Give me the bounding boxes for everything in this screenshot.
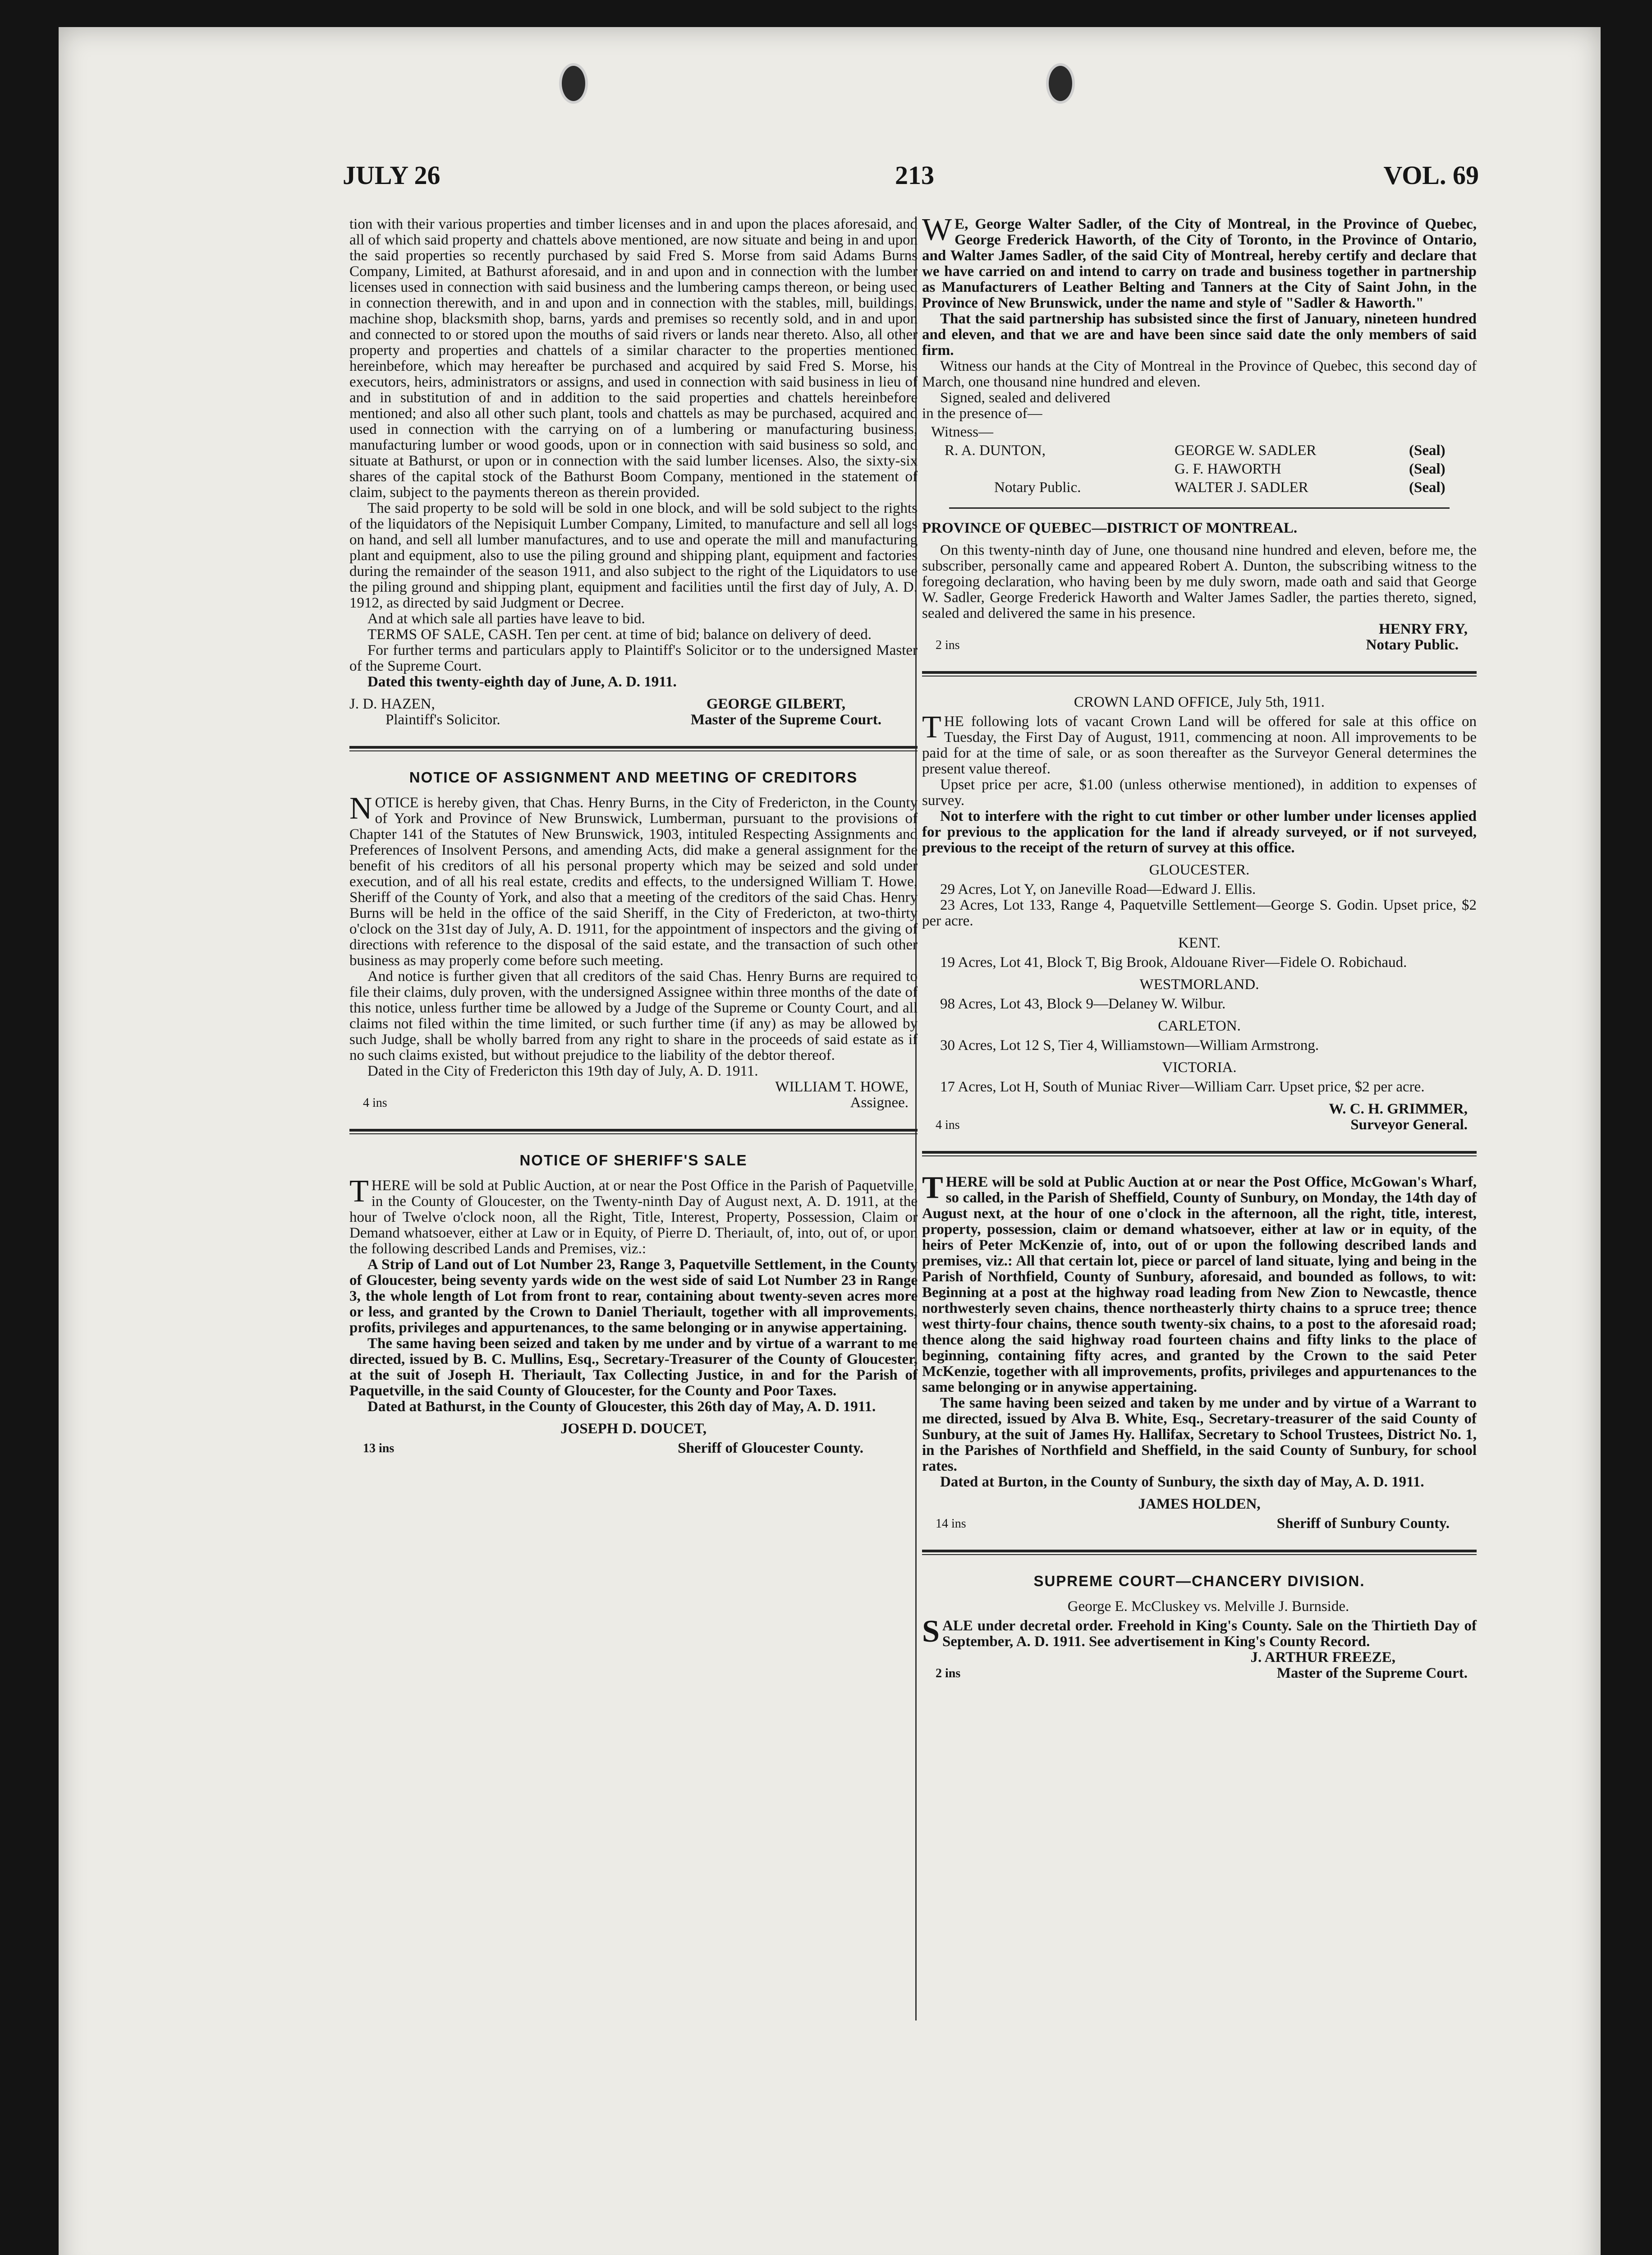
quebec-text: On this twenty-ninth day of June, one thousand nine hundred and eleven, before me, the subscriber, personally came and appeared Robert A. Dunton, the subscribing witness to the foregoing declaration, who having been by me duly sworn, made oath and said that George W. Sadler, George Frederick Haworth and Walter James Sadler, the parties thereto, signed, sealed and delivered the same in his presence. [922,542,1477,621]
county-name: GLOUCESTER. [1149,862,1250,878]
witness-row [922,443,1477,459]
notary-name: HENRY FRY, [1379,621,1468,637]
sale-terms: TERMS OF SALE, CASH. Ten per cent. at time of bid; balance on delivery of deed. [367,626,872,643]
sheriff-name: JOSEPH D. DOUCET, [560,1421,707,1437]
seal-label: (Seal) [1409,461,1446,477]
assignment-para: And notice is further given that all creditors of the said Chas. Henry Burns are required to file their claims, duly proven, with the undersigned Assignee within three months of the date of this notice, unless further time be allowed by a Judge of the Supreme or County Court, and all claims not filed within the time limited, or such further time (if any) as may be allowed by such Judge, shall be wholly barred from any right to share in the proceeds of said estate as if no such claims existed, but without prejudice to the liability of the debtor thereof. [349,968,918,1063]
crown-land-para: Not to interfere with the right to cut timber or other lumber under licenses applied for previous to the application for the land if already surveyed, or if not surveyed, previous to the receipt of the return of survey at this office. [922,808,1477,856]
partnership-text: E, George Walter Sadler, of the City of Montreal, in the Province of Quebec, George Frederick Haworth, of the City of Toronto, in the Province of Ontario, and Walter James Sadler, of the said City of Montreal, hereby certify and declare that we have carried on and intend to carry on trade and business together in partnership as Manufacturers of Leather Belting and Tanners at the City of Saint John, in the Province of New Brunswick, under the name and style of "Sadler & Haworth." [922,216,1477,311]
drop-cap: W [922,212,952,247]
insertions-count: 13 ins [363,1441,395,1455]
signer-name: GEORGE W. SADLER [1175,442,1317,459]
section-rule [949,507,1450,509]
sunbury-para: The same having been seized and taken by me under and by virtue of a Warrant to me directed, issued by Alva B. White, Esq., Secretary-treasurer of the said County of Sunbury, at the suit of James Hy. Hallifax, Secretary to School Trustees, District No. 1, in the Parishes of Northfield and Sheffield, in the said County of Sunbury, for school rates. [922,1395,1477,1474]
left-column [349,216,918,1456]
insertions-count: 14 ins [936,1517,966,1531]
sunbury-sheriff-name: JAMES HOLDEN, [1138,1496,1261,1512]
drop-cap: S [922,1614,940,1649]
assignment-text: OTICE is hereby given, that Chas. Henry Burns, in the City of Fredericton, in the County of York and Province of New Brunswick, Lumberman, pursuant to the provisions of Chapter 141 of the Statutes of New Brunswick, 1903, intituled Respecting Assignments and Preferences of Insolvent Persons, and amending Acts, did make a general assignment for the benefit of his creditors of all his personal property which may be seized and sold under execution, and of all his real estate, credits and effects, to the undersigned William T. Howe, Sheriff of the County of York, and also that a meeting of the creditors of the said Chas. Henry Burns will be held in the office of the said Sheriff, in the City of Fredericton, at two-thirty o'clock on the 31st day of July, A. D. 1911, for the appointment of inspectors and the giving of directions with reference to the disposal of the said estate, and the transaction of such other business as may properly come before such meeting. [349,795,918,969]
land-lot-entry: 17 Acres, Lot H, South of Muniac River—William Carr. Upset price, $2 per acre. [940,1079,1425,1095]
section-rule [349,1129,918,1134]
chancery-text: ALE under decretal order. Freehold in King's County. Sale on the Thirtieth Day of September, A. D. 1911. See advertisement in King's County Record. [942,1618,1477,1650]
assignment-heading: NOTICE OF ASSIGNMENT AND MEETING OF CREDITORS [409,769,858,786]
witness-row [922,461,1477,477]
section-rule [922,671,1477,676]
assignee-block [349,1095,918,1111]
crown-land-heading: CROWN LAND OFFICE, July 5th, 1911. [1074,694,1325,710]
crown-land-para: Upset price per acre, $1.00 (unless otherwise mentioned), in addition to expenses of survey. [922,777,1477,809]
seal-label: (Seal) [1409,442,1446,459]
partnership-para: That the said partnership has subsisted since the first of January, nineteen hundred and eleven, and that we are and have been since said date the only members of said firm. [922,311,1477,359]
county-name: WESTMORLAND. [1139,976,1259,993]
sheriff-block [349,1440,918,1456]
chancery-title: Master of the Supreme Court. [1276,1665,1468,1681]
surveyor-block [922,1117,1477,1133]
header-date: JULY 26 [343,161,441,190]
drop-cap: T [922,1170,943,1205]
notary-title: Notary Public. [1366,637,1459,653]
chancery-case: George E. McCluskey vs. Melville J. Burnside. [1067,1598,1349,1615]
sale-para: And at which sale all parties have leave to bid. [367,611,645,627]
chancery-block [922,1666,1477,1681]
witness-name: R. A. DUNTON, [945,442,1046,459]
drop-cap: T [349,1174,369,1209]
page-number: 213 [895,161,934,190]
assignee-title: Assignee. [850,1095,909,1111]
sunbury-dated: Dated at Burton, in the County of Sunbury, the sixth day of May, A. D. 1911. [940,1474,1424,1490]
assignment-dated: Dated in the City of Fredericton this 19th day of July, A. D. 1911. [367,1063,758,1079]
right-column [922,212,1477,1681]
signer-name: WALTER J. SADLER [1175,479,1308,496]
sunbury-text: HERE will be sold at Public Auction at or near the Post Office, McGowan's Wharf, so called, in the Parish of Sheffield, County of Sunbury, on Monday, the 14th day of August next, at the hour of one o'clock in the afternoon, all the right, title, interest, property, possession, claim or demand whatsoever, either at law or in equity, of the heirs of Peter McKenzie of, into, out of or upon the following described lands and premises, viz.: All that certain lot, piece or parcel of land situate, lying and being in the Parish of Northfield, County of Sunbury, aforesaid, and bounded as follows, to wit: Beginning at a post at the highway road leading from New Zion to Newcastle, thence northwesterly seven chains, thence northeasterly thirty chains to a spruce tree; thence west thirty-four chains, thence south twenty-six chains, to a post to the aforesaid road; thence along the said highway road fourteen chains and fifty links to the place of beginning, containing fifty acres, and granted by the Crown to the said Peter McKenzie, together with all improvements, profits, privileges and appurtenances to the same belonging or in anywise appertaining. [922,1174,1477,1395]
section-rule [922,1151,1477,1156]
sheriff-text: HERE will be sold at Public Auction, at or near the Post Office in the Parish of Paquetville, in the County of Gloucester, on the Twenty-ninth Day of August next, A. D. 1911, at the hour of Twelve o'clock noon, all the Right, Title, Interest, Property, Possession, Claim or Demand whatsoever, either at Law or in Equity, of Pierre D. Theriault, of, into, out of, or upon the following described Lands and Premises, viz.: [349,1178,918,1257]
page-header [343,160,1479,201]
assignee-name: WILLIAM T. HOWE, [775,1079,909,1095]
chancery-heading: SUPREME COURT—CHANCERY DIVISION. [1033,1573,1365,1589]
sale-para: For further terms and particulars apply to Plaintiff's Solicitor or to the undersigned Master of the Supreme Court. [349,642,918,674]
section-rule [922,1550,1477,1555]
sunbury-title: Sheriff of Sunbury County. [1276,1515,1450,1532]
sheriff-title: Sheriff of Gloucester County. [678,1440,863,1456]
notary-block [922,637,1477,653]
sale-text: tion with their various properties and timber licenses and in and upon the places aforesaid, and all of which said property and chattels above mentioned, are now situate and being in and upon the said properties so recently purchased by said Fred S. Morse from said Adams Burns Company, Limited, at Bathurst aforesaid, and in and upon and in connection with the lumber licenses used in connection with said business and the lumbering camps thereon, or being used in connection therewith, and in and upon and in connection with the stables, mill, buildings, machine shop, blacksmith shop, barns, yards and premises so recently sold, and in and upon and connected to or stored upon the mouths of said rivers or lands near thereto. Also, all other property and properties and chattels of a similar character to the properties mentioned hereinbefore, which may hereafter be purchased and acquired by said Fred S. Morse, his executors, heirs, administrators or assigns, and used in connection with said business in lieu of and in substitution of and in addition to the said properties and chattels hereinbefore mentioned; and also all other such plant, tools and chattels as may be purchased, acquired and used in connection with the carrying on of a lumbering or manufacturing business, manufacturing lumber or wood goods, upon or in connection with said business so sold, and situate at Bathurst, or upon or in connection with the said lumber licenses. Also, the sixty-six shares of the capital stock of the Bathurst Boom Company, mentioned in the statement of claim, subject to the payments thereon as therein provided. [349,216,918,501]
sheriff-para: The same having been seized and taken by me under and by virtue of a warrant to me directed, issued by B. C. Mullins, Esq., Secretary-Treasurer of the County of Gloucester, at the suit of Joseph H. Theriault, Tax Collecting Justice, in and for the Parish of Paquetville, in the said County of Gloucester, for the County and Poor Taxes. [349,1335,918,1399]
insertions-count: 2 ins [936,1666,961,1680]
land-lot-entry: 23 Acres, Lot 133, Range 4, Paquetville Settlement—George S. Godin. Upset price, $2 per acre. [922,897,1477,929]
land-lot-entry: 29 Acres, Lot Y, on Janeville Road—Edward J. Ellis. [940,881,1256,897]
sale-para: The said property to be sold will be sold in one block, and will be sold subject to the rights of the liquidators of the Nepisiquit Lumber Company, Limited, to manufacture and sell all logs on hand, and sell all lumber manufactures, and to use and operate the mill and manufacturing plant and equipment, also to use the piling ground and shipping plant, equipment and factories during the remainder of the season 1911, and also subject to the right of the Liquidators to use the piling ground and shipping plant, equipment and facilities until the first day of July, A. D. 1912, as directed by said Judgment or Decree. [349,500,918,611]
volume-number: VOL. 69 [1383,161,1479,190]
witness-row [922,424,1477,440]
master-name: GEORGE GILBERT, [706,696,845,712]
county-name: VICTORIA. [1162,1059,1237,1076]
signer-name: G. F. HAWORTH [1175,461,1281,477]
surveyor-name: W. C. H. GRIMMER, [1329,1101,1468,1117]
master-title: Master of the Supreme Court. [690,712,881,728]
county-name: KENT. [1178,935,1221,951]
land-lot-entry: 98 Acres, Lot 43, Block 9—Delaney W. Wilbur. [940,996,1226,1012]
binding-hole-left [559,63,588,104]
sheriff-dated: Dated at Bathurst, in the County of Gloucester, this 26th day of May, A. D. 1911. [367,1399,876,1415]
solicitor-title: Plaintiff's Solicitor. [385,712,500,728]
signature-titles [349,712,918,728]
quebec-heading: PROVINCE OF QUEBEC—DISTRICT OF MONTREAL. [922,520,1298,536]
seal-label: (Seal) [1409,479,1446,496]
land-lot-entry: 19 Acres, Lot 41, Block T, Big Brook, Aldouane River—Fidele O. Robichaud. [940,954,1407,971]
surveyor-title: Surveyor General. [1350,1117,1468,1133]
chancery-master-name: J. ARTHUR FREEZE, [1250,1649,1395,1666]
drop-cap: N [349,791,372,826]
solicitor-name: J. D. HAZEN, [349,696,435,712]
binding-hole-right [1046,63,1075,104]
witness-row [922,480,1477,496]
signature-block [349,696,918,712]
sunbury-block [922,1516,1477,1532]
insertions-count: 4 ins [936,1118,960,1132]
land-lot-entry: 30 Acres, Lot 12 S, Tier 4, Williamstown—William Armstrong. [940,1037,1319,1054]
witness-title: Notary Public. [994,479,1081,496]
county-name: CARLETON. [1158,1018,1241,1034]
presence-line: in the presence of— [922,405,1042,422]
insertions-count: 2 ins [936,638,960,652]
sheriff-para: A Strip of Land out of Lot Number 23, Range 3, Paquetville Settlement, in the County of Gloucester, being seventy yards wide on the west side of said Lot Number 23 in Range 3, the whole length of Lot from front to rear, containing about twenty-seven acres more or less, and granted by the Crown to Daniel Theriault, together with all improvements, profits, privileges and appurtenances, to the same belonging or in anywise appertaining. [349,1256,918,1336]
sheriff-sale-heading: NOTICE OF SHERIFF'S SALE [519,1152,748,1169]
county-list [922,862,1477,1095]
sale-dated: Dated this twenty-eighth day of June, A. D. 1911. [367,674,677,690]
signed-line: Signed, sealed and delivered [940,390,1111,406]
partnership-para: Witness our hands at the City of Montreal in the Province of Quebec, this second day of March, one thousand nine hundred and eleven. [922,358,1477,390]
section-rule [349,746,918,751]
drop-cap: T [922,710,941,745]
crown-land-text: HE following lots of vacant Crown Land will be offered for sale at this office on Tuesday, the First Day of August, 1911, commencing at noon. All improvements to be paid for at the time of sale, or as soon thereafter as the Surveyor General determines the present value thereof. [922,713,1477,777]
insertions-count: 4 ins [363,1096,387,1110]
witness-label: Witness— [931,424,993,440]
